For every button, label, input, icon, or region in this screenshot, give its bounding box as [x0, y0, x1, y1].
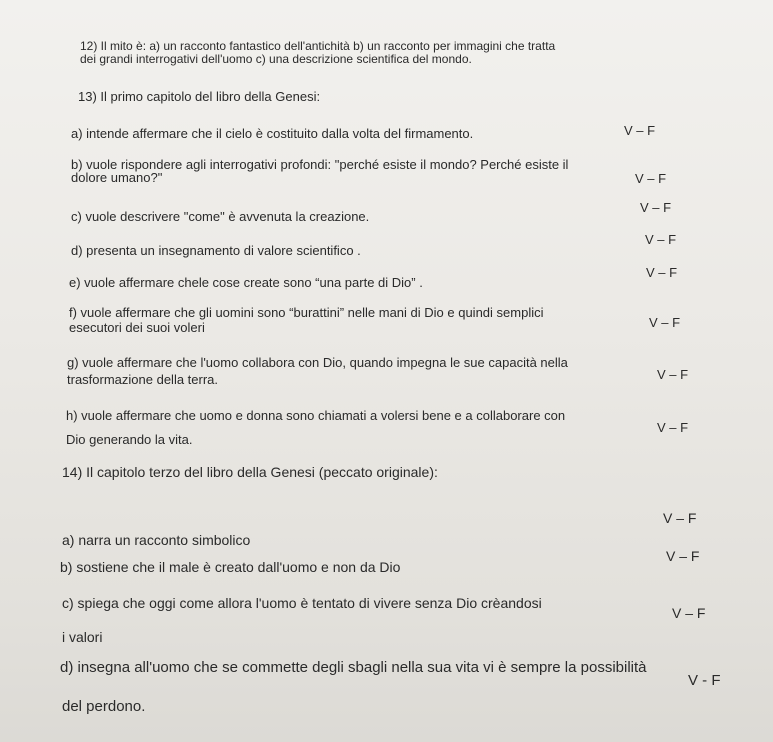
q14-d-text-line1: d) insegna all'uomo che se commette degli sbagli nella sua vita vi è sempre la possibilità	[60, 659, 647, 676]
q13-e-true-false[interactable]: V – F	[646, 265, 678, 280]
q13-e-text: e) vuole affermare chele cose create sono “una parte di Dio” .	[69, 275, 423, 290]
q13-title: 13) Il primo capitolo del libro della Genesi:	[78, 89, 321, 104]
q13-g-text-line2: trasformazione della terra.	[67, 372, 219, 387]
q13-h-true-false[interactable]: V – F	[657, 420, 689, 435]
q14-d-text-line2: del perdono.	[62, 698, 146, 715]
q13-a-true-false[interactable]: V – F	[624, 123, 656, 138]
q13-c-text: c) vuole descrivere "come" è avvenuta la creazione.	[71, 209, 370, 224]
q14-b-text: b) sostiene che il male è creato dall'uomo e non da Dio	[60, 559, 401, 575]
q14-title: 14) Il capitolo terzo del libro della Genesi (peccato originale):	[62, 464, 438, 480]
q13-a-text: a) intende affermare che il cielo è costituito dalla volta del firmamento.	[71, 126, 474, 141]
q13-b-text-line2: dolore umano?"	[71, 170, 163, 185]
q14-c-text-line1: c) spiega che oggi come allora l'uomo è tentato di vivere senza Dio crèandosi	[62, 595, 542, 611]
q12-text-line2: dei grandi interrogativi dell'uomo c) una descrizione scientifica del mondo.	[80, 52, 472, 66]
q14-c-text-line2: i valori	[62, 629, 103, 645]
q12-text-line1: 12) Il mito è: a) un racconto fantastico dell'antichità b) un racconto per immagini che tratta	[80, 39, 556, 53]
q14-b-true-false[interactable]: V – F	[666, 548, 700, 564]
q13-h-text-line1: h) vuole affermare che uomo e donna sono chiamati a volersi bene e a collaborare con	[66, 408, 566, 423]
q14-c-true-false[interactable]: V – F	[672, 605, 706, 621]
q13-h-text-line2: Dio generando la vita.	[66, 432, 193, 447]
q14-d-true-false[interactable]: V - F	[688, 672, 721, 689]
q13-f-text-line1: f) vuole affermare che gli uomini sono “burattini” nelle mani di Dio e quindi semplici	[69, 305, 544, 320]
q13-c-true-false[interactable]: V – F	[640, 200, 672, 215]
q14-a-text: a) narra un racconto simbolico	[62, 532, 251, 548]
q13-f-text-line2: esecutori dei suoi voleri	[69, 320, 205, 335]
q13-b-text-line1: b) vuole rispondere agli interrogativi profondi: "perché esiste il mondo? Perché esiste il	[71, 157, 569, 172]
q14-a-true-false[interactable]: V – F	[663, 510, 697, 526]
q13-b-true-false[interactable]: V – F	[635, 171, 667, 186]
q13-d-text: d) presenta un insegnamento di valore scientifico .	[71, 243, 361, 258]
q13-g-true-false[interactable]: V – F	[657, 367, 689, 382]
q13-g-text-line1: g) vuole affermare che l'uomo collabora con Dio, quando impegna le sue capacità nella	[67, 355, 568, 370]
q13-f-true-false[interactable]: V – F	[649, 315, 681, 330]
q13-d-true-false[interactable]: V – F	[645, 232, 677, 247]
